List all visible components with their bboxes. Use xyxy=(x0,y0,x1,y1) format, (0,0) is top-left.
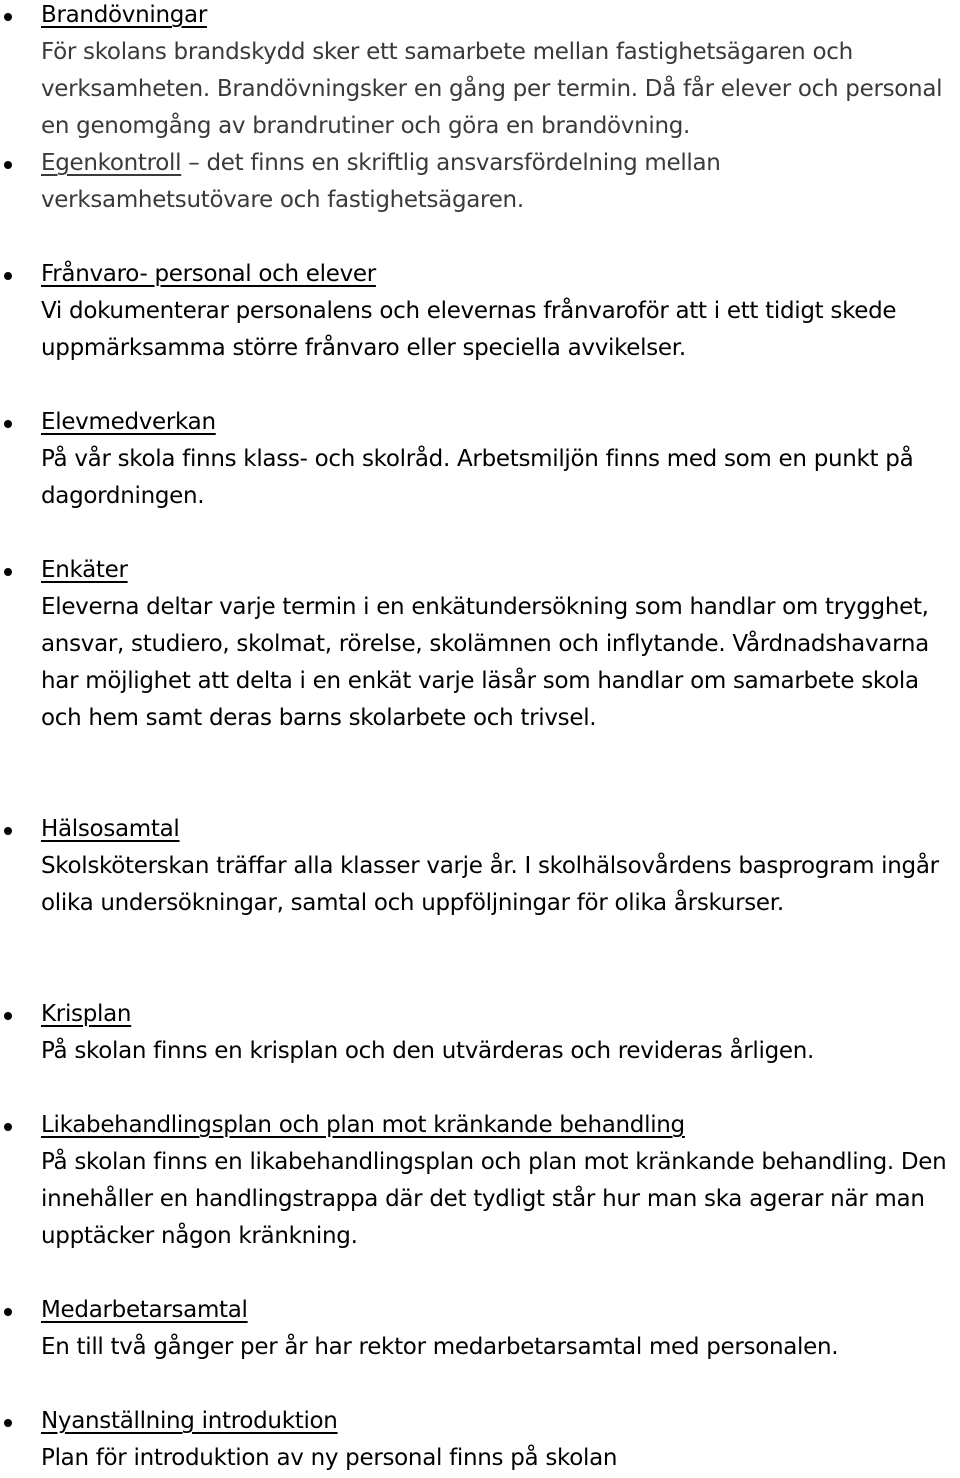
section-heading: Frånvaro- personal och elever xyxy=(41,261,376,287)
section-heading: Elevmedverkan xyxy=(41,409,216,435)
section-heading: Medarbetarsamtal xyxy=(41,1297,248,1323)
bullet-icon xyxy=(4,13,12,21)
section-body: På vår skola finns klass- och skolråd. Arbetsmiljön finns med som en punkt på dagordningen. xyxy=(41,446,914,509)
section-body: På skolan finns en krisplan och den utvärderas och revideras årligen. xyxy=(41,1038,815,1064)
bullet-icon xyxy=(4,1123,12,1131)
section-body: För skolans brandskydd sker ett samarbete mellan fastighetsägaren och verksamheten. Brandövningsker en gång per termin. Då får elever och personal en genomgång av brandrutiner och göra en brandövning. xyxy=(41,39,943,139)
section-body: – det finns en skriftlig ansvarsfördelning mellan verksamhetsutövare och fastighetsägaren. xyxy=(41,150,721,213)
bullet-icon xyxy=(4,1419,12,1427)
section-heading: Enkäter xyxy=(41,557,128,583)
bullet-icon xyxy=(4,827,12,835)
section-heading: Hälsosamtal xyxy=(41,816,180,842)
section-heading: Likabehandlingsplan och plan mot kränkande behandling xyxy=(41,1112,685,1138)
bullet-icon xyxy=(4,420,12,428)
section-body: Eleverna deltar varje termin i en enkätundersökning som handlar om trygghet, ansvar, studiero, skolmat, rörelse, skolämnen och inflytande. Vårdnadshavarna har möjlighet att delta i en enkät varje läsår som handlar om samarbete skola och hem samt deras barns skolarbete och trivsel. xyxy=(41,594,929,731)
section-body: Vi dokumenterar personalens och elevernas frånvaroför att i ett tidigt skede uppmärksamma större frånvaro eller speciella avvikelser. xyxy=(41,298,897,361)
bullet-icon xyxy=(4,161,12,169)
section-heading: Nyanställning introduktion xyxy=(41,1408,338,1434)
section-body: Skolsköterskan träffar alla klasser varje år. I skolhälsovårdens basprogram ingår olika undersökningar, samtal och uppföljningar för olika årskurser. xyxy=(41,853,939,916)
section-body: Plan för introduktion av ny personal finns på skolan xyxy=(41,1445,618,1471)
bullet-icon xyxy=(4,1308,12,1316)
bullet-icon xyxy=(4,1012,12,1020)
bullet-icon xyxy=(4,568,12,576)
section-body: På skolan finns en likabehandlingsplan och plan mot kränkande behandling. Den innehåller en handlingstrappa där det tydligt står hur man ska agerar när man upptäcker någon kränkning. xyxy=(41,1149,947,1249)
section-heading: Egenkontroll xyxy=(41,150,182,176)
section-heading: Krisplan xyxy=(41,1001,132,1027)
bullet-icon xyxy=(4,272,12,280)
section-heading: Brandövningar xyxy=(41,2,207,28)
section-body: En till två gånger per år har rektor medarbetarsamtal med personalen. xyxy=(41,1334,839,1360)
